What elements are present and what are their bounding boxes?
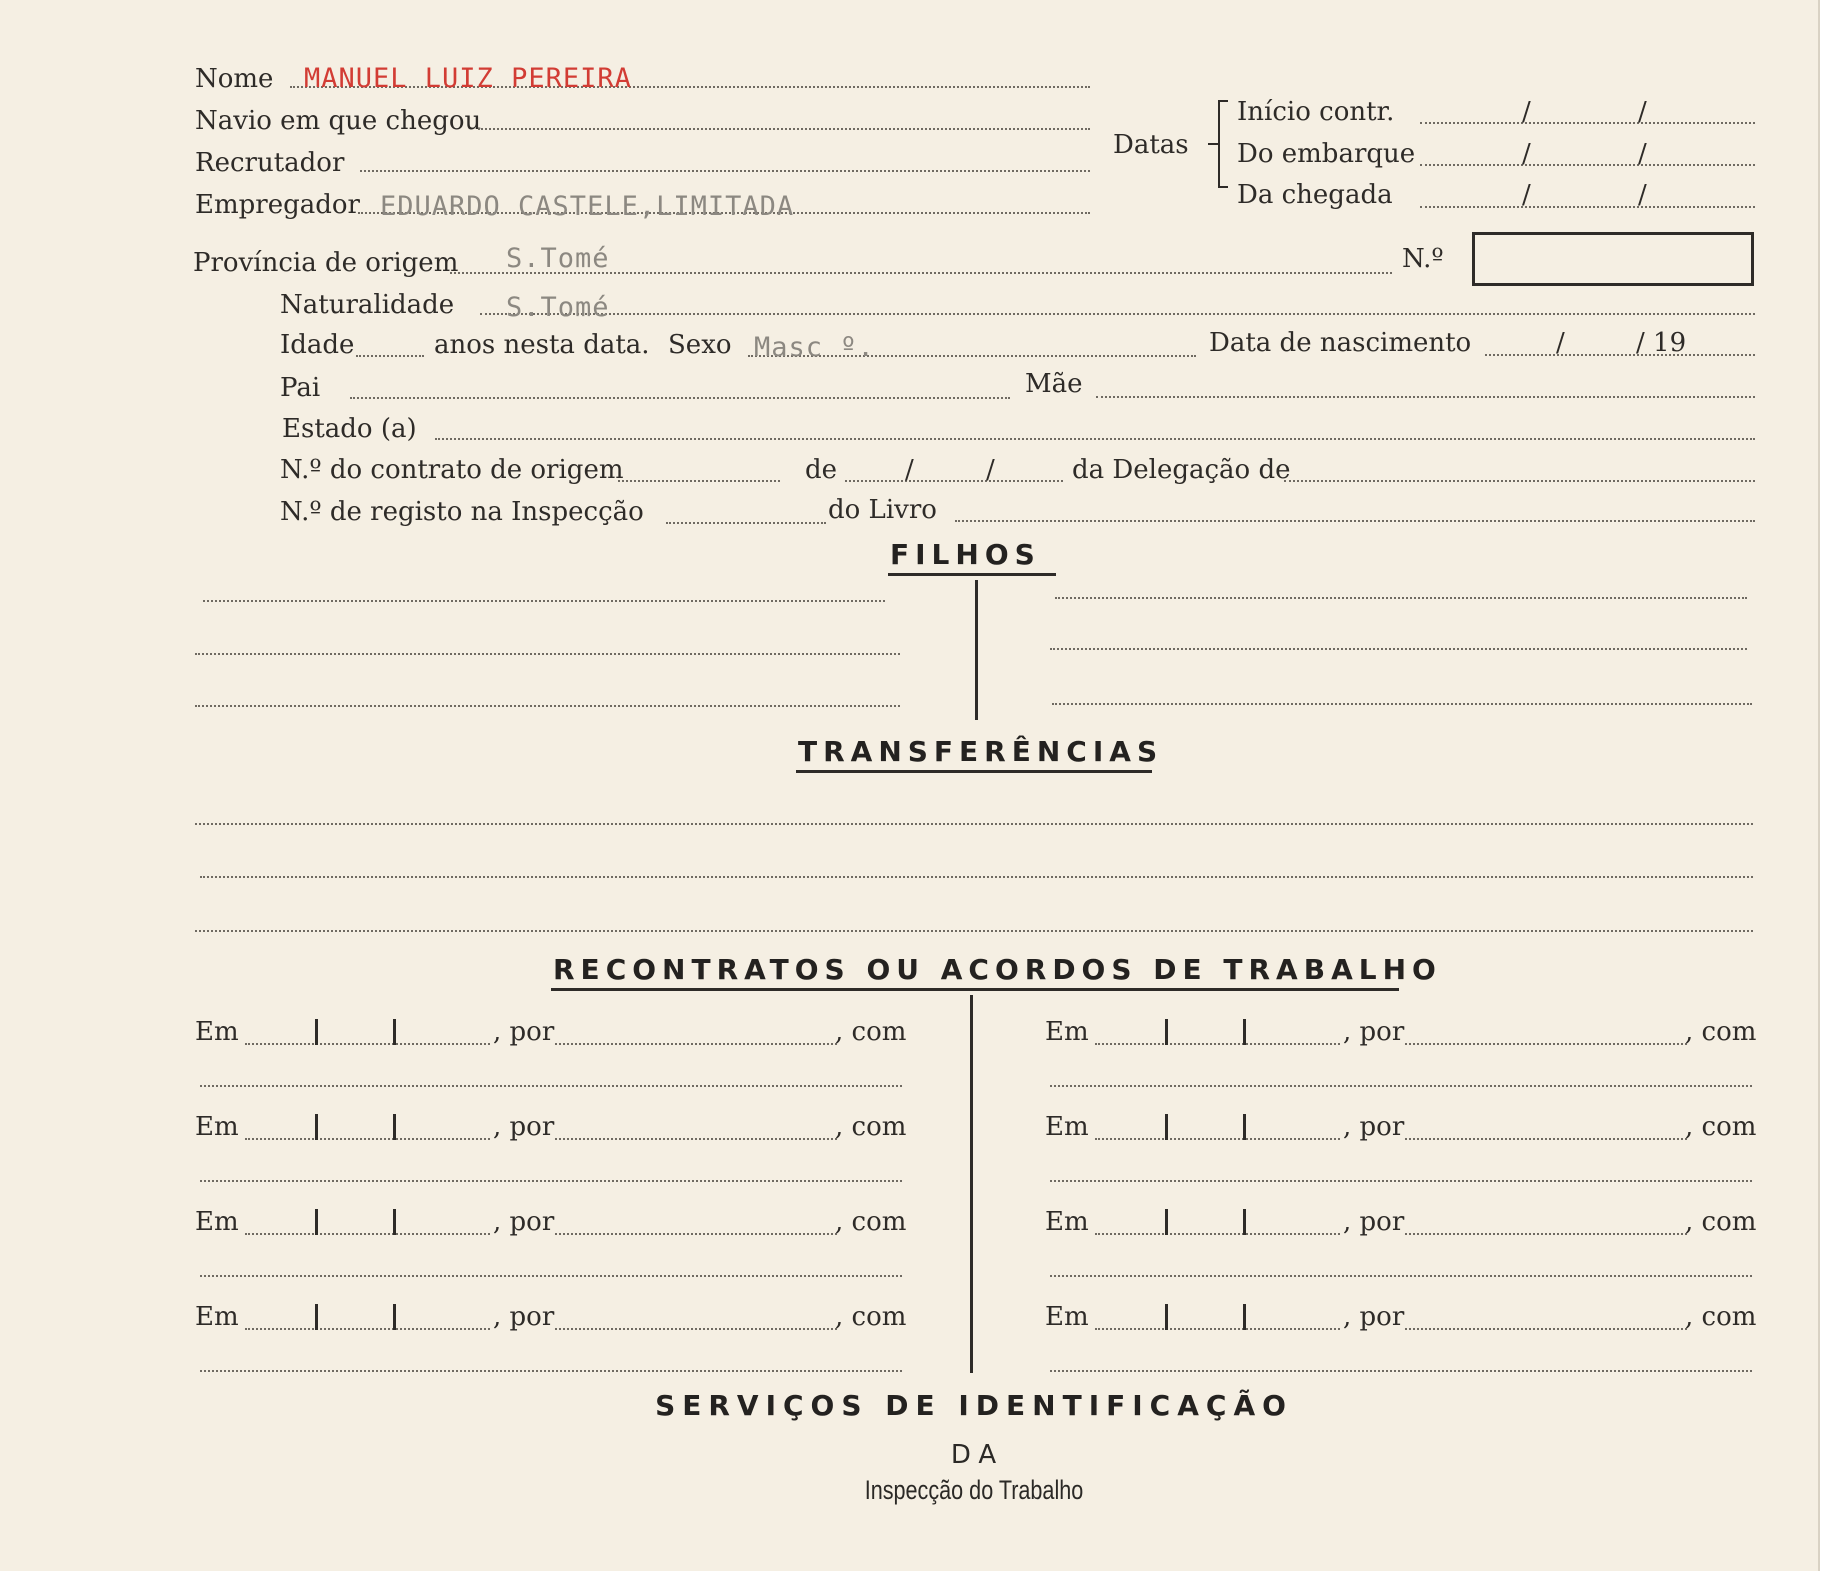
datas-label: Datas (1113, 130, 1189, 160)
recontrato-por-label: , por (493, 1207, 555, 1237)
recontrato-por-label: , por (493, 1112, 555, 1142)
recontrato-por-line-right-3[interactable] (1405, 1233, 1687, 1235)
pai-field-line[interactable] (350, 397, 1010, 399)
naturalidade-field-line[interactable] (480, 313, 1755, 315)
contrato-label: N.º do contrato de origem (280, 455, 624, 485)
recontratos-underline (551, 988, 1399, 991)
filhos-line-left-1[interactable] (203, 600, 885, 602)
recontrato-date-tick (393, 1304, 396, 1330)
embarque-slash-2: / (1638, 139, 1647, 169)
recontrato-date-tick (1243, 1304, 1246, 1330)
recontrato-em-label: Em (1045, 1017, 1089, 1047)
navio-label: Navio em que chegou (195, 106, 482, 136)
recontrato-com-label: , com (1685, 1017, 1757, 1047)
recontrato-por-line-right-4[interactable] (1405, 1328, 1687, 1330)
filhos-line-right-3[interactable] (1052, 703, 1752, 705)
transferencias-line-2[interactable] (200, 876, 1753, 878)
registo-label: N.º de registo na Inspecção (280, 497, 644, 527)
recontrato-date-line-right-1[interactable] (1095, 1043, 1340, 1045)
data-nascimento-label: Data de nascimento (1209, 328, 1472, 358)
filhos-line-right-1[interactable] (1055, 597, 1747, 599)
recontrato-com-label: , com (1685, 1207, 1757, 1237)
recontrato-por-line-left-3[interactable] (555, 1233, 837, 1235)
recontrato-continuation-line-left-3[interactable] (200, 1275, 902, 1277)
provincia-value: S.Tomé (506, 243, 610, 274)
recontrato-com-label: , com (835, 1207, 907, 1237)
recontrato-date-tick (1243, 1114, 1246, 1140)
recontrato-date-line-right-3[interactable] (1095, 1233, 1340, 1235)
recontrato-date-tick (1243, 1019, 1246, 1045)
recontrato-date-line-left-1[interactable] (245, 1043, 490, 1045)
recontrato-continuation-line-right-1[interactable] (1050, 1085, 1752, 1087)
recontrato-por-label: , por (1343, 1302, 1405, 1332)
recontratos-divider (970, 995, 973, 1373)
recontrato-em-label: Em (195, 1302, 239, 1332)
recontrato-date-line-right-2[interactable] (1095, 1138, 1340, 1140)
recontrato-em-label: Em (195, 1017, 239, 1047)
transferencias-line-1[interactable] (195, 823, 1753, 825)
recontrato-continuation-line-left-1[interactable] (200, 1085, 902, 1087)
recontrato-date-line-left-3[interactable] (245, 1233, 490, 1235)
recontrato-por-line-right-1[interactable] (1405, 1043, 1687, 1045)
recontrato-por-label: , por (493, 1302, 555, 1332)
embarque-field-line[interactable] (1420, 164, 1755, 166)
recontrato-date-tick (1165, 1304, 1168, 1330)
mae-field-line[interactable] (1096, 396, 1755, 398)
embarque-label: Do embarque (1237, 139, 1416, 169)
recontrato-com-label: , com (1685, 1302, 1757, 1332)
contrato-slash-1: / (905, 455, 914, 485)
chegada-label: Da chegada (1237, 180, 1393, 210)
recontrato-em-label: Em (1045, 1207, 1089, 1237)
livro-label: do Livro (828, 495, 937, 525)
transferencias-heading: TRANSFERÊNCIAS (798, 735, 1164, 768)
datas-brace-mid (1208, 143, 1218, 145)
provincia-label: Província de origem (193, 248, 459, 278)
delegacao-label: da Delegação de (1072, 455, 1291, 485)
empregador-value: EDUARDO CASTELE,LIMITADA (380, 191, 795, 222)
empregador-label: Empregador (195, 190, 360, 220)
chegada-field-line[interactable] (1420, 206, 1755, 208)
inicio-contr-field-line[interactable] (1420, 122, 1755, 124)
recontrato-date-tick (393, 1019, 396, 1045)
recontrato-continuation-line-left-4[interactable] (200, 1370, 902, 1372)
recontrato-continuation-line-right-2[interactable] (1050, 1180, 1752, 1182)
recontrato-date-tick (315, 1114, 318, 1140)
numero-box[interactable] (1472, 232, 1754, 286)
footer-da: DA (950, 1440, 1005, 1470)
recontrato-com-label: , com (835, 1302, 907, 1332)
recontrato-por-line-left-2[interactable] (555, 1138, 837, 1140)
recontrato-date-line-left-2[interactable] (245, 1138, 490, 1140)
naturalidade-value: S.Tomé (506, 292, 610, 323)
recontrato-por-label: , por (1343, 1017, 1405, 1047)
recontrato-por-line-right-2[interactable] (1405, 1138, 1687, 1140)
filhos-heading: FILHOS (890, 538, 1041, 571)
filhos-line-left-3[interactable] (195, 705, 900, 707)
delegacao-field-line[interactable] (1284, 480, 1755, 482)
recrutador-field-line[interactable] (360, 170, 1090, 172)
recontratos-heading: RECONTRATOS OU ACORDOS DE TRABALHO (553, 953, 1442, 986)
inicio-slash-2: / (1638, 97, 1647, 127)
embarque-slash-1: / (1522, 139, 1531, 169)
datas-brace (1218, 100, 1220, 188)
sexo-value: Masc º. (754, 332, 875, 363)
data-nascimento-slash: / (1556, 328, 1565, 358)
data-nascimento-field-line[interactable] (1485, 354, 1755, 356)
recontrato-date-tick (315, 1209, 318, 1235)
recontrato-em-label: Em (1045, 1302, 1089, 1332)
estado-field-line[interactable] (435, 438, 1755, 440)
sexo-label: Sexo (668, 330, 732, 360)
contrato-field-line[interactable] (618, 480, 780, 482)
contrato-slash-2: / (986, 455, 995, 485)
recontrato-date-line-left-4[interactable] (245, 1328, 490, 1330)
recontrato-por-label: , por (493, 1017, 555, 1047)
filhos-divider (975, 580, 978, 720)
nome-value: MANUEL LUIZ PEREIRA (304, 63, 632, 94)
naturalidade-label: Naturalidade (280, 290, 455, 320)
recontrato-date-line-right-4[interactable] (1095, 1328, 1340, 1330)
recontrato-date-tick (315, 1019, 318, 1045)
filhos-line-left-2[interactable] (195, 653, 900, 655)
transferencias-line-3[interactable] (195, 930, 1753, 932)
inicio-contr-label: Início contr. (1237, 97, 1395, 127)
footer-inspeccao: Inspecção do Trabalho (864, 1475, 1084, 1505)
inicio-slash-1: / (1522, 97, 1531, 127)
pai-label: Pai (280, 373, 321, 403)
footer-title: SERVIÇOS DE IDENTIFICAÇÃO (655, 1389, 1293, 1422)
recontrato-em-label: Em (1045, 1112, 1089, 1142)
recontrato-date-tick (393, 1209, 396, 1235)
contrato-data-field-line[interactable] (845, 480, 1063, 482)
contrato-de-label: de (805, 455, 838, 485)
transferencias-underline (796, 770, 1152, 773)
recontrato-continuation-line-right-4[interactable] (1050, 1370, 1752, 1372)
mae-label: Mãe (1025, 369, 1083, 399)
registo-field-line[interactable] (666, 522, 826, 524)
chegada-slash-2: / (1638, 180, 1647, 210)
recontrato-date-tick (315, 1304, 318, 1330)
numero-label: N.º (1402, 244, 1444, 274)
recontrato-com-label: , com (835, 1112, 907, 1142)
nome-label: Nome (195, 64, 274, 94)
filhos-line-right-2[interactable] (1050, 648, 1747, 650)
chegada-slash-1: / (1522, 180, 1531, 210)
navio-field-line[interactable] (478, 128, 1090, 130)
recontrato-continuation-line-left-2[interactable] (200, 1180, 902, 1182)
idade-label: Idade (280, 330, 355, 360)
recontrato-com-label: , com (835, 1017, 907, 1047)
recontrato-date-tick (1165, 1114, 1168, 1140)
recontrato-por-label: , por (1343, 1112, 1405, 1142)
recontrato-em-label: Em (195, 1207, 239, 1237)
datas-brace-bottom (1218, 186, 1228, 188)
recontrato-date-tick (1243, 1209, 1246, 1235)
livro-field-line[interactable] (955, 520, 1755, 522)
recontrato-date-tick (1165, 1019, 1168, 1045)
estado-label: Estado (a) (282, 414, 417, 444)
recontrato-date-tick (1165, 1209, 1168, 1235)
recontrato-em-label: Em (195, 1112, 239, 1142)
recontrato-continuation-line-right-3[interactable] (1050, 1275, 1752, 1277)
recrutador-label: Recrutador (195, 148, 345, 178)
datas-brace-top (1218, 100, 1228, 102)
recontrato-com-label: , com (1685, 1112, 1757, 1142)
anos-label: anos nesta data. (434, 330, 650, 360)
recontrato-por-label: , por (1343, 1207, 1405, 1237)
filhos-underline (888, 573, 1056, 576)
recontrato-por-line-left-1[interactable] (555, 1043, 837, 1045)
data-nascimento-year-prefix: / 19 (1636, 328, 1687, 358)
recontrato-date-tick (393, 1114, 396, 1140)
idade-field-line[interactable] (356, 355, 424, 357)
recontrato-por-line-left-4[interactable] (555, 1328, 837, 1330)
